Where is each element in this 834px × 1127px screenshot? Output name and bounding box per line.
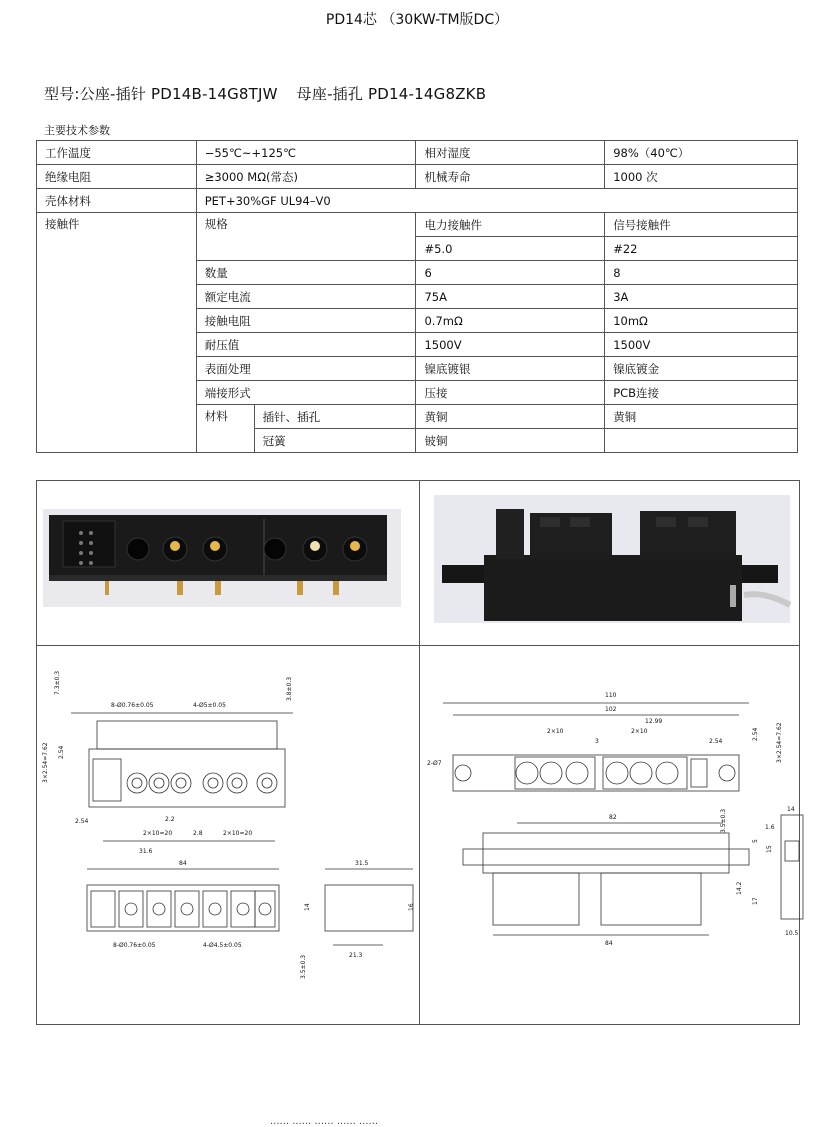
dimension-label: 2×10=20 (143, 830, 173, 837)
model-line (44, 83, 500, 104)
table-cell: 数量 (196, 261, 416, 285)
table-cell: 耐压值 (196, 333, 416, 357)
table-row (37, 213, 798, 237)
table-cell: #5.0 (416, 237, 605, 261)
dimension-label: 10.5 (785, 930, 799, 937)
dimension-label: 16 (408, 903, 415, 911)
dimension-label: 4-Ø4.5±0.05 (203, 942, 242, 949)
table-cell: ≥3000 MΩ(常态) (196, 165, 416, 189)
table-cell: 0.7mΩ (416, 309, 605, 333)
dimension-label: 2.54 (75, 818, 89, 825)
table-row (37, 189, 798, 213)
dimension-label: 82 (609, 814, 617, 821)
section-title: 主要技术参数 (44, 124, 110, 137)
table-cell: 规格 (196, 213, 416, 261)
dimension-label: 2.8 (193, 830, 203, 837)
dimension-label: 84 (179, 860, 187, 867)
dimension-label: 17 (752, 897, 759, 905)
dimension-label: 84 (605, 940, 613, 947)
table-cell: 信号接触件 (605, 213, 798, 237)
dimension-label: 14 (787, 806, 795, 813)
dimension-label: 14.2 (736, 881, 743, 895)
dimension-label: 14 (304, 903, 311, 911)
table-cell: 端接形式 (196, 381, 416, 405)
table-cell: 绝缘电阻 (37, 165, 197, 189)
male-connector-photo (43, 509, 401, 607)
dimension-label: 4-Ø5±0.05 (193, 702, 226, 709)
table-cell: 黄铜 (416, 405, 605, 429)
dimension-label: 2.54 (709, 738, 723, 745)
table-cell: 6 (416, 261, 605, 285)
dimension-label: 5 (752, 839, 759, 843)
female-connector-photo (434, 495, 790, 623)
table-cell: 10mΩ (605, 309, 798, 333)
male-technical-drawing (42, 670, 415, 1018)
table-cell: 8 (605, 261, 798, 285)
table-cell: 压接 (416, 381, 605, 405)
document-title: PD14芯 （30KW-TM版DC） (325, 12, 509, 28)
table-cell: 壳体材料 (37, 189, 197, 213)
dimension-label: 31.6 (139, 848, 153, 855)
table-row (37, 165, 798, 189)
dimension-label: 3.5±0.3 (720, 808, 727, 833)
dimension-label: 2.54 (752, 727, 759, 741)
dimension-label: 3.5±0.3 (300, 954, 307, 979)
table-cell: 接触件 (37, 213, 197, 453)
dimension-label: 2.2 (165, 816, 175, 823)
image-panel (36, 480, 800, 1025)
table-cell: 黄铜 (605, 405, 798, 429)
divider (419, 481, 420, 1024)
footer-text: ...... ...... ...... ...... ...... (270, 1116, 379, 1127)
dimension-label: 2×10 (631, 728, 648, 735)
table-cell: 镍底镀金 (605, 357, 798, 381)
table-cell: 铍铜 (416, 429, 605, 453)
dimension-label: 110 (605, 692, 617, 699)
table-cell: 材料 (196, 405, 254, 453)
table-cell: 工作温度 (37, 141, 197, 165)
dimension-label: 2-Ø7 (427, 760, 442, 767)
table-cell: 98%（40℃） (605, 141, 798, 165)
dimension-label: 31.5 (355, 860, 369, 867)
table-row (37, 141, 798, 165)
table-cell: 额定电流 (196, 285, 416, 309)
dimension-label: 12.99 (645, 718, 663, 725)
table-cell: PET+30%GF UL94–V0 (196, 189, 797, 213)
dimension-label: 102 (605, 706, 617, 713)
table-cell: 1500V (416, 333, 605, 357)
dimension-label: 2.54 (58, 745, 65, 759)
male-model: 型号:公座-插针 PD14B-14G8TJW (44, 85, 278, 103)
table-cell: 1000 次 (605, 165, 798, 189)
dimension-label: 8-Ø0.76±0.05 (113, 942, 156, 949)
table-cell: −55℃~+125℃ (196, 141, 416, 165)
dimension-label: 3×2.54=7.62 (776, 722, 783, 763)
table-cell: 表面处理 (196, 357, 416, 381)
table-cell: 接触电阻 (196, 309, 416, 333)
table-cell: 镍底镀银 (416, 357, 605, 381)
dimension-label: 8-Ø0.76±0.05 (111, 702, 154, 709)
table-cell: 75A (416, 285, 605, 309)
dimension-label: 3.8±0.3 (286, 676, 293, 701)
dimension-label: 2×10=20 (223, 830, 253, 837)
female-technical-drawing (423, 673, 799, 1018)
table-cell: 机械寿命 (416, 165, 605, 189)
dimension-label: 7.3±0.3 (54, 670, 61, 695)
dimension-label: 1.6 (765, 824, 775, 831)
dimension-label: 15 (766, 845, 773, 853)
table-cell: 1500V (605, 333, 798, 357)
divider (37, 645, 799, 646)
table-cell: PCB连接 (605, 381, 798, 405)
female-model: 母座-插孔 PD14-14G8ZKB (296, 85, 487, 103)
table-cell: 相对湿度 (416, 141, 605, 165)
table-cell: #22 (605, 237, 798, 261)
table-cell: 电力接触件 (416, 213, 605, 237)
table-cell: 冠簧 (254, 429, 416, 453)
dimension-label: 3×2.54=7.62 (42, 742, 49, 783)
dimension-label: 21.3 (349, 952, 363, 959)
table-cell: 3A (605, 285, 798, 309)
spec-table (36, 140, 798, 453)
dimension-label: 2×10 (547, 728, 564, 735)
dimension-label: 3 (595, 738, 599, 745)
table-cell (605, 429, 798, 453)
table-cell: 插针、插孔 (254, 405, 416, 429)
